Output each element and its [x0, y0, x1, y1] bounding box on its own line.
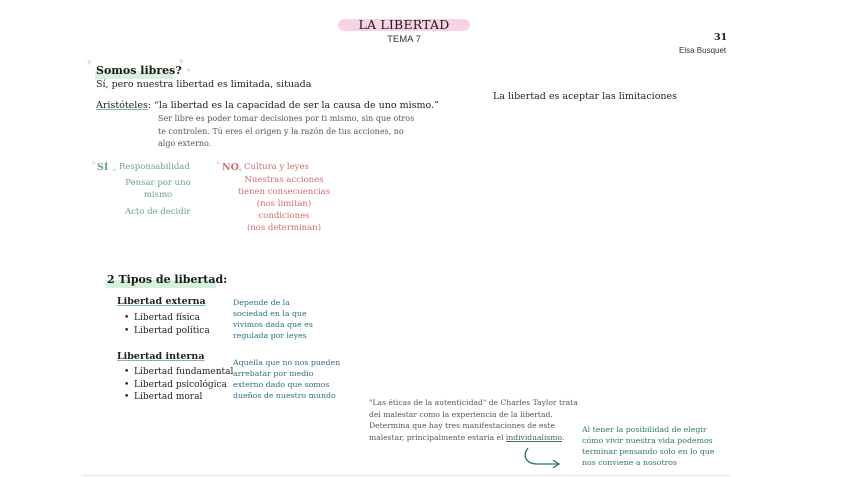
no-item: Cultura y leyes [244, 162, 309, 172]
no-item: (nos determinan) [246, 223, 322, 233]
externa-note: Depende de la sociedad en la que vivimos dada que es regulada por leyes [233, 298, 313, 340]
section-heading-tipos: 2 Tipos de libertad: [107, 273, 228, 286]
explanation-line: Ser libre es poder tomar decisiones por ti mismo, sin que otros [158, 114, 415, 123]
no-list [228, 174, 340, 234]
side-note: La libertad es aceptar las limitaciones [493, 91, 678, 102]
no-label: NO [222, 162, 239, 173]
answer-line: Sí, pero nuestra libertad es limitada, situada [96, 79, 312, 90]
curved-arrow-icon [520, 444, 566, 470]
sparkle-icon: ✧ [238, 167, 244, 174]
bottom-divider [82, 475, 730, 476]
author-name: Elsa Busquet [679, 46, 727, 55]
sparkle-icon: ✧ [86, 58, 93, 67]
page-title: LA LIBERTAD [358, 17, 450, 32]
keyword-individualismo: individualismo [505, 432, 562, 442]
explanation-line: te controlen. Tú eres el origen y la razón de tus acciones, no [158, 126, 404, 136]
si-label: SÍ [97, 162, 109, 173]
sparkle-icon: ✧ [178, 57, 185, 66]
explanation-line: algo externo. [158, 139, 212, 148]
sparkle-icon: ✧ [112, 167, 118, 174]
list-item: • Libertad fundamental [124, 367, 234, 377]
sparkle-icon: ✧ [91, 160, 97, 167]
no-item: (nos limitan) [256, 199, 312, 209]
no-item: tienen consecuencias [237, 187, 331, 197]
aristoteles-label: Aristóteles [96, 100, 148, 111]
aristoteles-line [96, 100, 439, 111]
si-item: Acto de decidir [125, 207, 191, 217]
page-number: 31 [714, 32, 728, 43]
explanation-block [158, 113, 428, 151]
no-item: Nuestras acciones [244, 175, 324, 185]
taylor-note: Al tener la posibilidad de elegir cómo vivir nuestra vida podemos terminar pensando solo en lo que nos conviene a nosotros [582, 425, 715, 467]
aristoteles-quote: : “la libertad es la capacidad de ser la causa de uno mismo.” [147, 100, 439, 111]
externa-list [124, 312, 210, 337]
sparkle-icon: ✧ [216, 160, 222, 167]
interna-note: Aquella que no nos pueden arrebatar por medio externo dado que somos dueños de nuestro mundo [233, 358, 341, 400]
externa-title: Libertad externa [117, 296, 206, 307]
si-item: Responsabilidad [119, 162, 190, 172]
interna-title: Libertad interna [117, 351, 205, 362]
interna-list [124, 366, 233, 404]
list-item: • Libertad moral [124, 392, 203, 402]
si-item: Pensar por uno mismo [125, 178, 191, 200]
list-item: • Libertad física [124, 313, 200, 323]
sparkle-icon: ✧ [186, 67, 192, 74]
no-item: condiciones [258, 211, 310, 221]
section-heading-somos: Somos libres? [96, 64, 182, 77]
list-item: • Libertad política [124, 325, 210, 336]
topic-label: TEMA 7 [387, 34, 421, 45]
list-item: • Libertad psicológica [124, 379, 227, 390]
taylor-paragraph: "Las éticas de la autenticidad" de Charles Taylor trata del malestar como la experiencia de la libertad. Determina que hay tres manifestaciones de este malestar, principalmente estaría el individualismo. [369, 398, 578, 442]
